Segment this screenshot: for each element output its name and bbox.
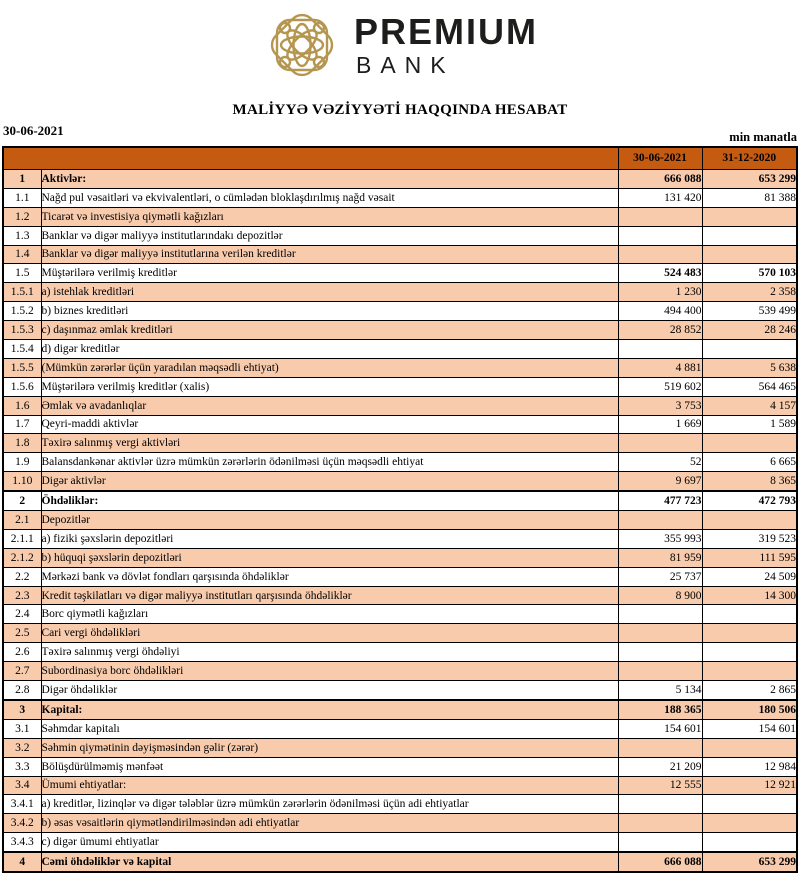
row-number: 1.9 <box>3 453 41 472</box>
row-value-current: 8 900 <box>618 586 702 605</box>
row-number: 3.4.2 <box>3 814 41 833</box>
row-value-previous <box>702 795 797 814</box>
table-row <box>3 264 797 283</box>
row-label: Balansdankənar aktivlər üzrə mümkün zərərlərin ödənilməsi üçün məqsədli ehtiyat <box>41 453 618 472</box>
row-value-previous: 2 865 <box>702 681 797 700</box>
row-value-previous <box>702 434 797 453</box>
table-row <box>3 453 797 472</box>
row-number: 1.7 <box>3 415 41 434</box>
row-number: 2.8 <box>3 681 41 700</box>
row-value-previous: 154 601 <box>702 719 797 738</box>
row-label: Qeyri-maddi aktivlər <box>41 415 618 434</box>
row-value-current: 477 723 <box>618 491 702 510</box>
row-number: 2.4 <box>3 605 41 624</box>
row-label: Banklar və digər maliyyə institutlarındakı depozitlər <box>41 226 618 245</box>
row-label: Müştərilərə verilmiş kreditlər (xalis) <box>41 377 618 396</box>
row-label: Ümumi ehtiyatlar: <box>41 776 618 795</box>
report-meta <box>0 123 800 145</box>
row-label: Nağd pul vəsaitləri və ekvivalentləri, o cümlədən bloklaşdırılmış nağd vəsait <box>41 188 618 207</box>
row-value-previous: 653 299 <box>702 852 797 872</box>
table-row <box>3 283 797 302</box>
row-label: Depozitlər <box>41 511 618 530</box>
row-label: Təxirə salınmış vergi öhdəliyi <box>41 643 618 662</box>
table-row <box>3 814 797 833</box>
row-label: d) digər kreditlər <box>41 340 618 359</box>
row-label: Mərkəzi bank və dövlət fondları qarşısında öhdəliklər <box>41 567 618 586</box>
table-row <box>3 567 797 586</box>
row-number: 1.8 <box>3 434 41 453</box>
row-value-current <box>618 738 702 757</box>
header-empty-cell <box>3 147 618 170</box>
row-number: 1.5 <box>3 264 41 283</box>
row-number: 1.6 <box>3 396 41 415</box>
row-value-previous: 1 589 <box>702 415 797 434</box>
table-row <box>3 757 797 776</box>
row-value-current <box>618 434 702 453</box>
row-value-previous <box>702 511 797 530</box>
row-value-current: 4 881 <box>618 358 702 377</box>
row-value-previous <box>702 605 797 624</box>
table-row <box>3 170 797 189</box>
row-label: Subordinasiya borc öhdəlikləri <box>41 662 618 681</box>
row-number: 2.7 <box>3 662 41 681</box>
row-value-current: 3 753 <box>618 396 702 415</box>
table-header-row <box>3 147 797 170</box>
table-row <box>3 321 797 340</box>
row-number: 3.4 <box>3 776 41 795</box>
table-row <box>3 434 797 453</box>
row-value-current: 524 483 <box>618 264 702 283</box>
row-value-previous: 564 465 <box>702 377 797 396</box>
table-row <box>3 586 797 605</box>
row-value-current: 131 420 <box>618 188 702 207</box>
row-value-current <box>618 624 702 643</box>
row-value-previous: 653 299 <box>702 170 797 189</box>
row-label: Səhmin qiymətinin dəyişməsindən gəlir (zərər) <box>41 738 618 757</box>
row-number: 1 <box>3 170 41 189</box>
header-period-current: 30-06-2021 <box>618 147 702 170</box>
bank-logo-text <box>354 10 538 78</box>
row-value-current <box>618 511 702 530</box>
table-row <box>3 643 797 662</box>
row-value-current: 666 088 <box>618 170 702 189</box>
table-row <box>3 605 797 624</box>
row-label: Digər aktivlər <box>41 472 618 491</box>
row-number: 1.5.5 <box>3 358 41 377</box>
row-value-current: 28 852 <box>618 321 702 340</box>
row-number: 3.4.3 <box>3 833 41 852</box>
table-row <box>3 302 797 321</box>
row-number: 1.3 <box>3 226 41 245</box>
row-number: 1.4 <box>3 245 41 264</box>
row-value-current: 9 697 <box>618 472 702 491</box>
row-label: Borc qiymətli kağızları <box>41 605 618 624</box>
row-number: 2.5 <box>3 624 41 643</box>
table-row <box>3 548 797 567</box>
table-row <box>3 511 797 530</box>
table-row <box>3 396 797 415</box>
row-label: Əmlak və avadanlıqlar <box>41 396 618 415</box>
page-title: MALİYYƏ VƏZİYYƏTİ HAQQINDA HESABAT <box>232 102 568 118</box>
row-value-previous <box>702 207 797 226</box>
row-value-previous: 4 157 <box>702 396 797 415</box>
row-value-previous: 28 246 <box>702 321 797 340</box>
table-row <box>3 529 797 548</box>
row-value-previous: 111 595 <box>702 548 797 567</box>
row-value-current: 81 959 <box>618 548 702 567</box>
row-label: Cəmi öhdəliklər və kapital <box>41 852 618 872</box>
row-value-previous <box>702 245 797 264</box>
unit-label: min manatla <box>729 130 797 144</box>
table-row <box>3 795 797 814</box>
row-value-previous: 180 506 <box>702 700 797 719</box>
row-number: 1.10 <box>3 472 41 491</box>
row-value-current: 1 669 <box>618 415 702 434</box>
row-value-current <box>618 833 702 852</box>
row-number: 3.3 <box>3 757 41 776</box>
row-value-previous: 8 365 <box>702 472 797 491</box>
row-number: 2.2 <box>3 567 41 586</box>
header-period-previous: 31-12-2020 <box>702 147 797 170</box>
table-row <box>3 624 797 643</box>
row-number: 3 <box>3 700 41 719</box>
row-value-current <box>618 795 702 814</box>
row-value-previous: 14 300 <box>702 586 797 605</box>
row-number: 1.1 <box>3 188 41 207</box>
row-value-previous <box>702 833 797 852</box>
bank-logo <box>0 0 800 86</box>
row-value-previous: 81 388 <box>702 188 797 207</box>
row-value-previous <box>702 226 797 245</box>
row-label: Bölüşdürülməmiş mənfəət <box>41 757 618 776</box>
row-value-previous <box>702 662 797 681</box>
table-row <box>3 738 797 757</box>
row-label: a) fiziki şəxslərin depozitləri <box>41 529 618 548</box>
table-row <box>3 776 797 795</box>
row-number: 1.5.6 <box>3 377 41 396</box>
table-row <box>3 207 797 226</box>
row-number: 2.1 <box>3 511 41 530</box>
row-label: b) biznes kreditləri <box>41 302 618 321</box>
row-value-current <box>618 226 702 245</box>
row-number: 3.1 <box>3 719 41 738</box>
row-value-current: 188 365 <box>618 700 702 719</box>
row-value-current: 52 <box>618 453 702 472</box>
row-value-current: 25 737 <box>618 567 702 586</box>
row-label: c) digər ümumi ehtiyatlar <box>41 833 618 852</box>
row-label: Müştərilərə verilmiş kreditlər <box>41 264 618 283</box>
table-row <box>3 472 797 491</box>
row-number: 1.5.4 <box>3 340 41 359</box>
table-row <box>3 700 797 719</box>
row-label: a) istehlak kreditləri <box>41 283 618 302</box>
row-value-current: 5 134 <box>618 681 702 700</box>
row-value-previous: 24 509 <box>702 567 797 586</box>
row-label: Banklar və digər maliyyə institutlarına verilən kreditlər <box>41 245 618 264</box>
table-row <box>3 188 797 207</box>
row-label: Kredit təşkilatları və digər maliyyə institutları qarşısında öhdəliklər <box>41 586 618 605</box>
row-value-current <box>618 605 702 624</box>
row-value-previous: 12 921 <box>702 776 797 795</box>
row-label: Səhmdar kapitalı <box>41 719 618 738</box>
row-number: 1.2 <box>3 207 41 226</box>
row-value-previous: 6 665 <box>702 453 797 472</box>
brand-name: PREMIUM <box>354 10 538 52</box>
row-number: 2.3 <box>3 586 41 605</box>
row-value-current <box>618 814 702 833</box>
table-row <box>3 415 797 434</box>
row-value-previous: 2 358 <box>702 283 797 302</box>
row-value-current: 666 088 <box>618 852 702 872</box>
row-number: 4 <box>3 852 41 872</box>
row-number: 1.5.2 <box>3 302 41 321</box>
row-label: Aktivlər: <box>41 170 618 189</box>
table-row <box>3 358 797 377</box>
table-row <box>3 852 797 872</box>
row-value-previous: 319 523 <box>702 529 797 548</box>
row-value-previous <box>702 624 797 643</box>
row-number: 3.4.1 <box>3 795 41 814</box>
row-label: Ticarət və investisiya qiymətli kağızları <box>41 207 618 226</box>
row-number: 2.6 <box>3 643 41 662</box>
brand-subtitle: BANK <box>356 51 455 78</box>
row-value-current: 355 993 <box>618 529 702 548</box>
row-value-previous <box>702 738 797 757</box>
row-label: Təxirə salınmış vergi aktivləri <box>41 434 618 453</box>
row-value-previous <box>702 814 797 833</box>
row-value-current <box>618 662 702 681</box>
row-value-previous: 12 984 <box>702 757 797 776</box>
table-row <box>3 226 797 245</box>
row-label: b) hüquqi şəxslərin depozitləri <box>41 548 618 567</box>
table-row <box>3 681 797 700</box>
row-value-previous: 570 103 <box>702 264 797 283</box>
table-row <box>3 719 797 738</box>
table-row <box>3 833 797 852</box>
report-date: 30-06-2021 <box>3 123 64 138</box>
row-value-previous <box>702 340 797 359</box>
row-value-current: 1 230 <box>618 283 702 302</box>
row-value-current <box>618 245 702 264</box>
table-row <box>3 377 797 396</box>
table-row <box>3 340 797 359</box>
row-label: c) daşınmaz əmlak kreditləri <box>41 321 618 340</box>
knot-emblem-icon <box>262 6 342 84</box>
row-value-previous: 5 638 <box>702 358 797 377</box>
row-value-previous: 472 793 <box>702 491 797 510</box>
row-value-current: 494 400 <box>618 302 702 321</box>
table-row <box>3 662 797 681</box>
row-value-current <box>618 340 702 359</box>
row-value-current <box>618 207 702 226</box>
row-label: Cari vergi öhdəlikləri <box>41 624 618 643</box>
row-label: (Mümkün zərərlər üçün yaradılan məqsədli ehtiyat) <box>41 358 618 377</box>
row-label: Digər öhdəliklər <box>41 681 618 700</box>
row-label: Öhdəliklər: <box>41 491 618 510</box>
row-value-current <box>618 643 702 662</box>
row-label: a) kreditlər, lizinqlər və digər tələblər üzrə mümkün zərərlərin ödənilməsi üçün adi ehtiyatlar <box>41 795 618 814</box>
table-row <box>3 491 797 510</box>
row-label: Kapital: <box>41 700 618 719</box>
table-row <box>3 245 797 264</box>
row-value-previous <box>702 643 797 662</box>
row-value-current: 12 555 <box>618 776 702 795</box>
row-label: b) əsas vəsaitlərin qiymətləndirilməsindən adi ehtiyatlar <box>41 814 618 833</box>
row-number: 2.1.2 <box>3 548 41 567</box>
row-number: 1.5.1 <box>3 283 41 302</box>
row-value-current: 519 602 <box>618 377 702 396</box>
row-number: 2 <box>3 491 41 510</box>
financial-position-table <box>2 146 798 873</box>
row-number: 1.5.3 <box>3 321 41 340</box>
row-number: 3.2 <box>3 738 41 757</box>
row-number: 2.1.1 <box>3 529 41 548</box>
row-value-previous: 539 499 <box>702 302 797 321</box>
row-value-current: 21 209 <box>618 757 702 776</box>
row-value-current: 154 601 <box>618 719 702 738</box>
